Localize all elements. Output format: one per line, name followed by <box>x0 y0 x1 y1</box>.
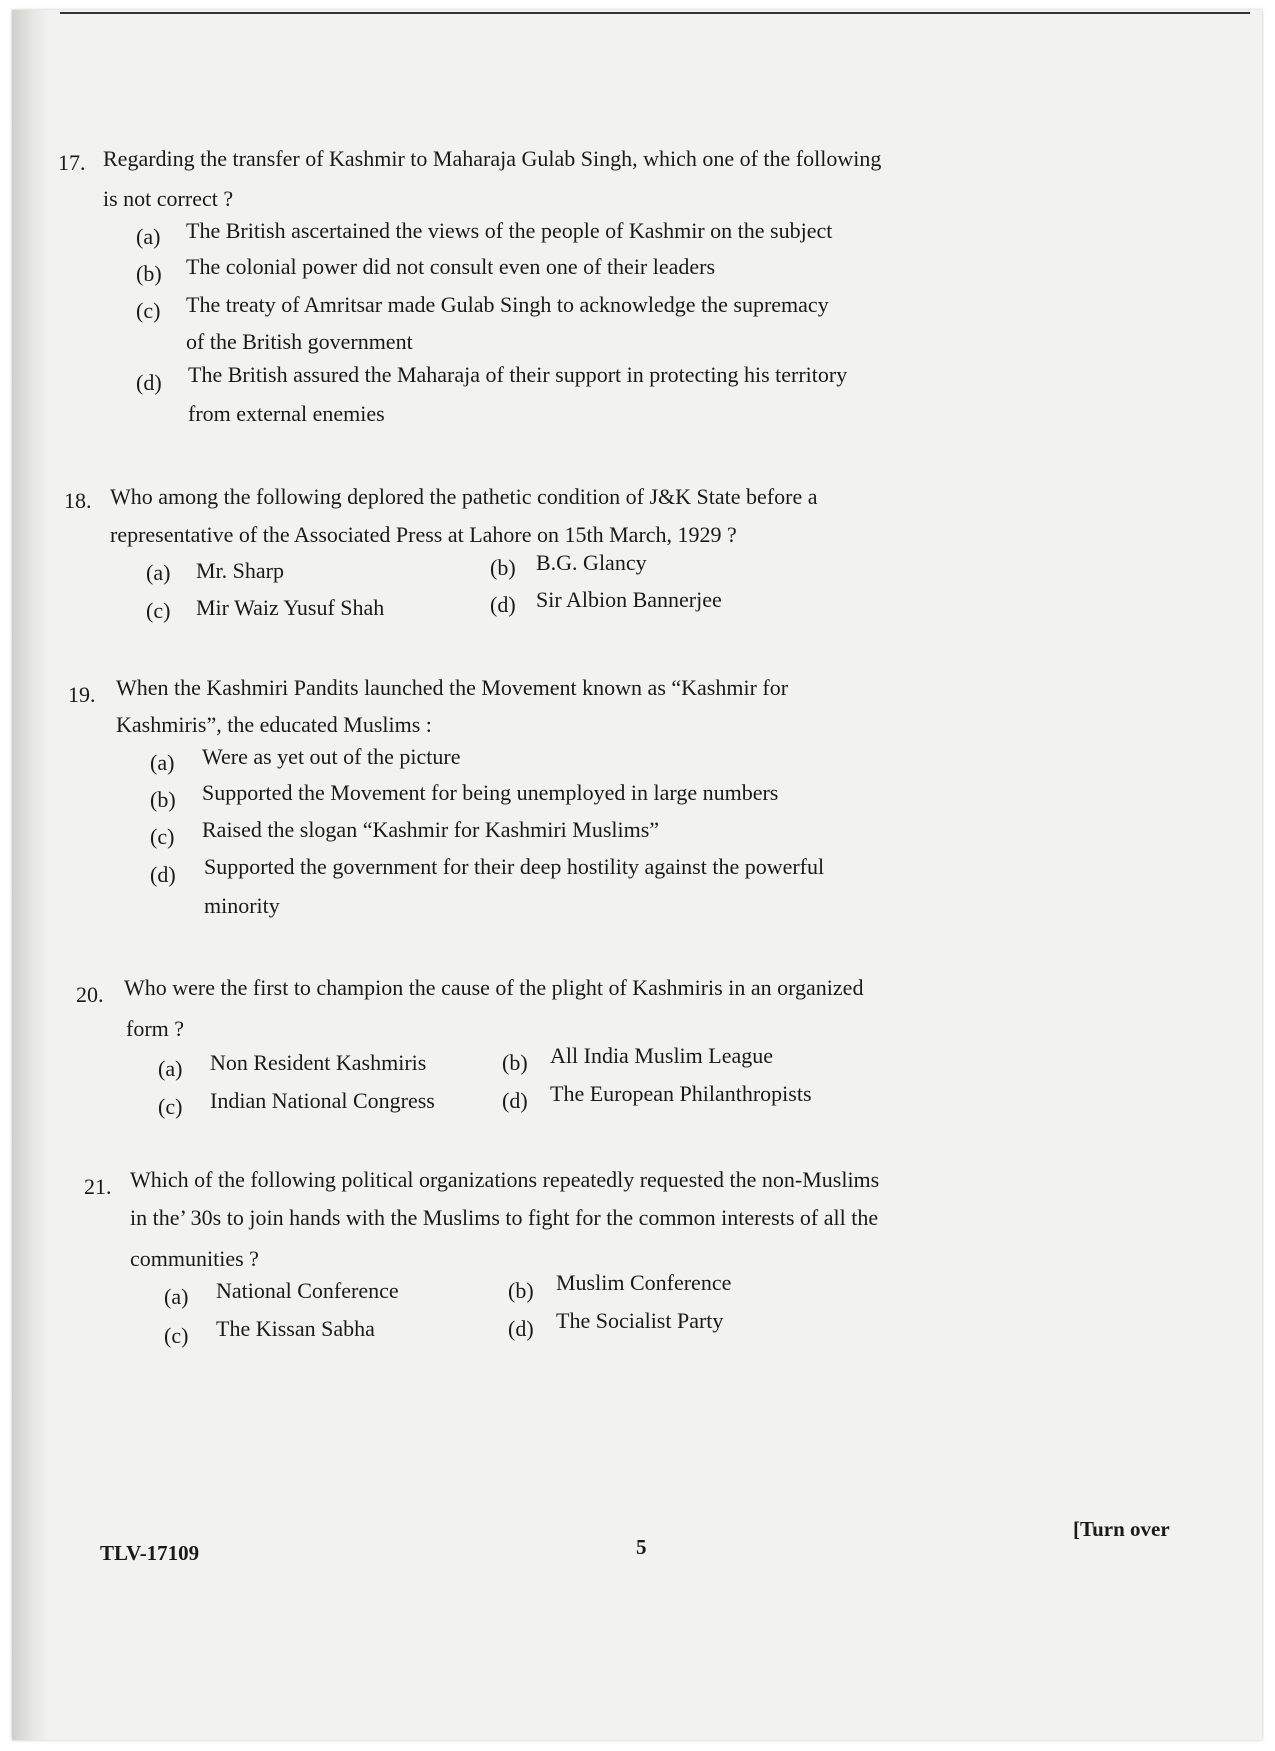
option-label: (b) <box>502 1050 528 1075</box>
question-text-line: Which of the following political organizations repeatedly requested the non-Muslims <box>130 1167 880 1192</box>
option-text: The Socialist Party <box>556 1308 724 1333</box>
option-label: (d) <box>136 370 162 395</box>
option-label: (a) <box>158 1056 183 1081</box>
option-text: Were as yet out of the picture <box>202 744 461 769</box>
option-text: National Conference <box>216 1278 399 1303</box>
option-label: (c) <box>158 1094 183 1119</box>
option-text: minority <box>204 893 280 918</box>
option-label: (c) <box>146 598 171 623</box>
question-number: 17. <box>58 150 86 175</box>
question-number: 19. <box>68 682 96 707</box>
option-text: Mir Waiz Yusuf Shah <box>196 595 385 620</box>
option-label: (a) <box>150 750 175 775</box>
option-label: (c) <box>164 1323 189 1348</box>
option-text: Supported the Movement for being unemployed in large numbers <box>202 780 779 805</box>
option-label: (c) <box>136 298 161 323</box>
option-label: (b) <box>150 787 176 812</box>
option-text: The British assured the Maharaja of their support in protecting his territory <box>188 362 848 387</box>
option-text: Sir Albion Bannerjee <box>536 587 722 612</box>
option-text: B.G. Glancy <box>536 550 647 575</box>
option-text: The Kissan Sabha <box>216 1316 375 1341</box>
option-label: (b) <box>508 1278 534 1303</box>
paper-code: TLV-17109 <box>100 1541 200 1565</box>
option-text: The treaty of Amritsar made Gulab Singh to acknowledge the supremacy <box>186 292 829 317</box>
option-label: (d) <box>490 592 516 617</box>
question-text-line: communities ? <box>130 1246 259 1271</box>
question-number: 18. <box>64 488 92 513</box>
option-label: (a) <box>136 224 161 249</box>
question-number: 21. <box>84 1174 112 1199</box>
option-label: (d) <box>508 1316 534 1341</box>
option-text: All India Muslim League <box>550 1043 774 1068</box>
question-text-line: form ? <box>126 1016 185 1041</box>
option-text: Indian National Congress <box>210 1088 435 1113</box>
option-label: (d) <box>502 1088 528 1113</box>
question-text-line: Who among the following deplored the pathetic condition of J&K State before a <box>110 484 818 509</box>
option-text: The European Philanthropists <box>550 1081 812 1106</box>
option-label: (d) <box>150 862 176 887</box>
option-text: Muslim Conference <box>556 1270 732 1295</box>
question-text-line: is not correct ? <box>103 186 234 211</box>
question-number: 20. <box>76 982 104 1007</box>
question-text-line: in the’ 30s to join hands with the Muslims to fight for the common interests of all the <box>130 1205 879 1230</box>
question-text-line: Regarding the transfer of Kashmir to Maharaja Gulab Singh, which one of the following <box>103 146 882 171</box>
question-text-line: Kashmiris”, the educated Muslims : <box>116 712 432 737</box>
option-label: (b) <box>490 555 516 580</box>
question-text-line: representative of the Associated Press at Lahore on 15th March, 1929 ? <box>110 522 737 547</box>
page-number: 5 <box>636 1535 647 1559</box>
page-top-rule <box>60 12 1250 14</box>
question-text-line: When the Kashmiri Pandits launched the Movement known as “Kashmir for <box>116 675 789 700</box>
option-label: (a) <box>146 560 171 585</box>
option-text: The colonial power did not consult even one of their leaders <box>186 254 716 279</box>
option-label: (c) <box>150 824 175 849</box>
option-text: Mr. Sharp <box>196 558 284 583</box>
question-text-line: Who were the first to champion the cause of the plight of Kashmiris in an organized <box>124 975 864 1000</box>
option-text: Non Resident Kashmiris <box>210 1050 427 1075</box>
option-text: from external enemies <box>188 401 385 426</box>
turn-over-note: [Turn over <box>1073 1517 1170 1541</box>
option-text: of the British government <box>186 329 413 354</box>
option-text: Supported the government for their deep hostility against the powerful <box>204 854 825 879</box>
option-text: Raised the slogan “Kashmir for Kashmiri Muslims” <box>202 817 660 842</box>
option-label: (b) <box>136 261 162 286</box>
option-label: (a) <box>164 1284 189 1309</box>
option-text: The British ascertained the views of the people of Kashmir on the subject <box>186 218 833 243</box>
